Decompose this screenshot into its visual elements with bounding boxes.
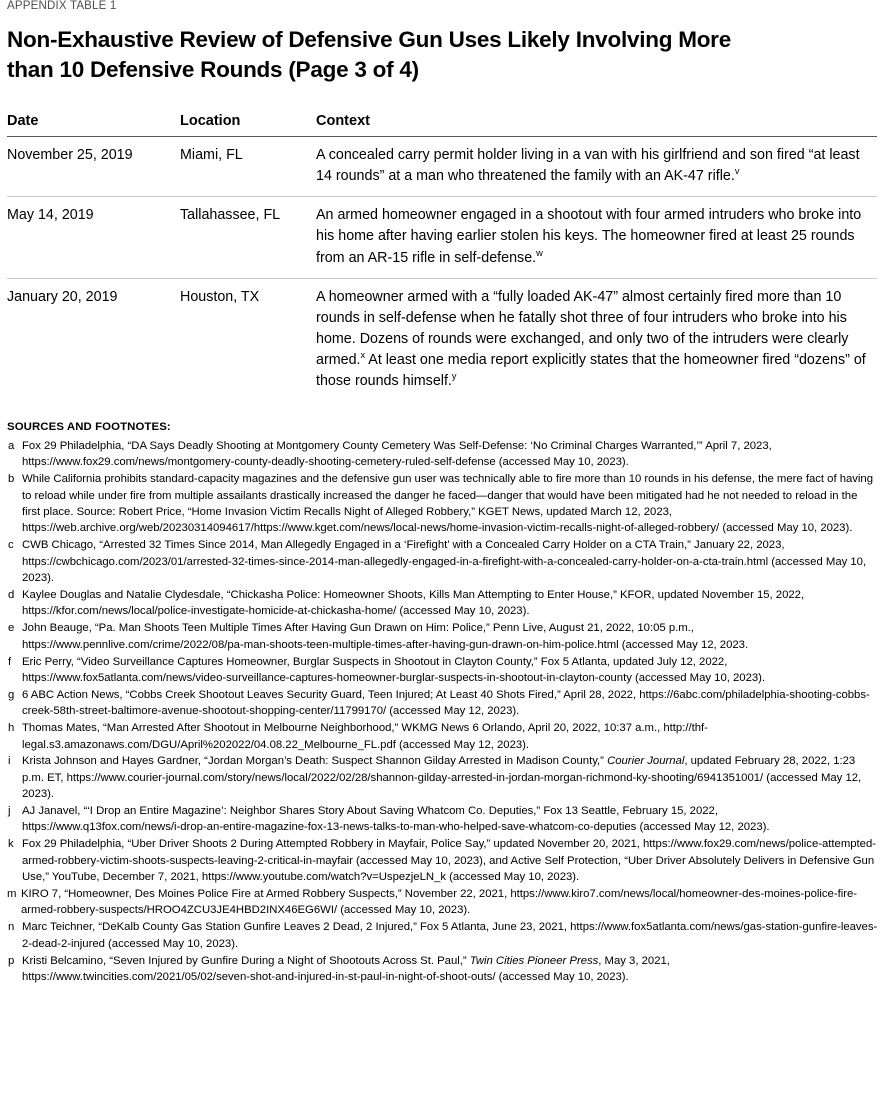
appendix-kicker: APPENDIX TABLE 1 (7, 0, 117, 12)
footnote-text: While California prohibits standard-capacity magazines and the defensive gun user was technically able to fire more than 10 rounds in his defense, the mere fact of having to reload while under fire from multiple assailants drastically increased the danger he faced—danger that would have been mitigated had he not needed to reload in the first place. Source: Robert Price, “Home Invasion Victim Recalls Night of Alleged Robbery,” KGET News, updated March 12, 2023, https://web.archive.org/web/20230314094617/https://www.kget.com/news/local-news/home-invasion-victim-recalls-night-of-alleged-robbery/ (accessed May 10, 2023). (22, 473, 874, 535)
footnote-publication-title: Twin Cities Pioneer Press (469, 954, 599, 967)
list-item (7, 753, 878, 802)
context-text-continued: At least one media report explicitly states that the homeowner fired “dozens” of those rounds himself. (316, 352, 866, 390)
sources-and-footnotes (7, 421, 878, 986)
page-title: Non-Exhaustive Review of Defensive Gun Uses Likely Involving More than 10 Defensive Rounds (Page 3 of 4) (7, 27, 731, 82)
footnote-marker: w (536, 247, 543, 258)
table-row (7, 137, 877, 197)
footnote-text-post: , updated February 28, 2022, 1:23 p.m. ET, https://www.courier-journal.com/story/news/local/2022/02/28/shannon-gilday-arrested-in-jordan-morgan-richmond-ky-shooting/6941351001/ (accessed May 12, 2023). (22, 755, 862, 801)
cell-context (316, 197, 877, 278)
footnote-marker-c: c (8, 539, 14, 552)
footnote-text-post: , May 3, 2021, https://www.twincities.com/2021/05/02/seven-shot-and-injured-in-st-paul-in-night-of-shoot-outs/ (accessed May 10, 2023). (22, 954, 670, 983)
list-item (7, 438, 878, 471)
list-item (7, 886, 878, 919)
footnote-marker-a: a (8, 440, 15, 452)
list-item (7, 836, 878, 885)
list-item (7, 471, 878, 537)
context-text: A concealed carry permit holder living in a van with his girlfriend and son fired “at least 14 rounds” at a man who threatened the family with an AK-47 rifle. (316, 147, 860, 185)
list-item (7, 687, 878, 720)
cell-date: November 25, 2019 (7, 137, 180, 197)
column-header-context: Context (316, 113, 877, 137)
footnote-marker-g: g (8, 688, 15, 701)
footnote-marker-k: k (8, 838, 14, 851)
footnote-marker: x (360, 350, 366, 361)
list-item (7, 654, 878, 687)
list-item (7, 919, 878, 952)
footnote-publication-title: Courier Journal (607, 755, 685, 768)
footnote-text: AJ Janavel, “‘I Drop an Entire Magazine’: Neighbor Shares Story About Saving Whatcom Co. Deputies,” Fox 13 Seattle, February 15, 2022, https://www.q13fox.com/news/i-drop-an-entire-magazine-fox-13-news-talks-to-man-who-helped-save-whatcom-co-deputies (accessed May 12, 2023). (22, 805, 770, 834)
cell-context (316, 278, 877, 401)
footnote-marker-j: j (8, 805, 11, 818)
cell-context (316, 137, 877, 197)
list-item (7, 587, 878, 620)
context-text: An armed homeowner engaged in a shootout with four armed intruders who broke into his home after having earlier stolen his keys. The homeowner fired at least 25 rounds from an AR-15 rifle in self-defense. (316, 207, 862, 266)
footnote-text: KIRO 7, “Homeowner, Des Moines Police Fire at Armed Robbery Suspects,” November 22, 2021, https://www.kiro7.com/news/local/homeowner-des-moines-police-fire-armed-robbery-suspects/HROO4ZCU3JE4HBD2INX46EG6WI/ (accessed May 10, 2023). (21, 888, 858, 917)
footnote-marker-n: n (8, 921, 15, 934)
footnote-text (22, 753, 878, 802)
footnote-text: Thomas Mates, “Man Arrested After Shootout in Melbourne Neighborhood,” WKMG News 6 Orlando, April 20, 2022, 10:37 a.m., http://thf-legal.s3.amazonaws.com/DGU/April%202022/04.08.22_Melbourne_FL.pdf (accessed May 12, 2023). (22, 722, 708, 751)
table-row (7, 197, 877, 278)
footnote-marker-m: m (7, 888, 17, 901)
footnote-marker-p: p (8, 954, 15, 967)
list-item (7, 620, 878, 653)
appendix-table (7, 113, 877, 402)
cell-date: January 20, 2019 (7, 288, 118, 305)
footnote-marker-d: d (8, 589, 15, 602)
footnote-marker: v (734, 166, 740, 177)
footnote-text: Kaylee Douglas and Natalie Clydesdale, “Chickasha Police: Homeowner Shoots, Kills Man Attempting to Enter House,” KFOR, updated November 15, 2022, https://kfor.com/news/local/police-investigate-homicide-at-chickasha-home/ (accessed May 10, 2023). (22, 589, 805, 618)
footnote-marker-e: e (8, 622, 15, 635)
footnote-text: Marc Teichner, “DeKalb County Gas Station Gunfire Leaves 2 Dead, 2 Injured,” Fox 5 Atlanta, June 23, 2021, https://www.fox5atlanta.com/news/gas-station-gunfire-leaves-2-dead-2-injured (accessed May 10, 2023). (22, 921, 878, 950)
footnote-marker-b: b (8, 473, 15, 486)
footnote-text: CWB Chicago, “Arrested 32 Times Since 2014, Man Allegedly Engaged in a ‘Firefight’ with a Concealed Carry Holder on a CTA Train,” January 22, 2023, https://cwbchicago.com/2023/01/arrested-32-times-since-2014-man-allegedly-engaged-in-a-firefight-with-a-concealed-carry-holder-on-a-cta-train.html (accessed May 10, 2023). (22, 539, 867, 585)
sources-heading: SOURCES AND FOOTNOTES: (7, 421, 171, 433)
list-item (7, 803, 878, 836)
footnote-marker-f: f (8, 655, 12, 668)
list-item (7, 537, 878, 586)
cell-date: May 14, 2019 (7, 197, 180, 278)
table-row (7, 278, 877, 401)
footnote-marker-i: i (8, 755, 11, 768)
list-item (7, 720, 878, 753)
cell-location: Houston, TX (180, 288, 260, 305)
column-header-location: Location (180, 113, 316, 137)
footnote-text-pre: Krista Johnson and Hayes Gardner, “Jordan Morgan’s Death: Suspect Shannon Gilday Arrested in Madison County,” (22, 755, 608, 768)
list-item (7, 953, 878, 986)
context-text: A homeowner armed with a “fully loaded AK-47” almost certainly fired more than 10 rounds in self-defense when he fatally shot three of four intruders who broke into his home. Dozens of rounds were exchanged, and only two of the intruders were clearly armed. (316, 288, 849, 369)
footnote-marker-h: h (8, 722, 15, 735)
footnote-text (22, 953, 878, 986)
footnote-text: John Beauge, “Pa. Man Shoots Teen Multiple Times After Having Gun Drawn on Him: Police,” Penn Live, August 21, 2022, 10:05 p.m., https://www.pennlive.com/crime/2022/08/pa-man-shoots-teen-multiple-times-after-having-gun-drawn-on-him-police.html (accessed May 12, 2023. (22, 622, 749, 651)
footnote-text-pre: Kristi Belcamino, “Seven Injured by Gunfire During a Night of Shootouts Across St. Paul,” (22, 954, 470, 967)
column-header-date: Date (7, 113, 180, 137)
footnote-marker: y (451, 371, 457, 382)
footnote-text: Fox 29 Philadelphia, “DA Says Deadly Shooting at Montgomery County Cemetery Was Self-Defense: ‘No Criminal Charges Warranted,’” April 7, 2023, https://www.fox29.com/news/montgomery-county-deadly-shooting-cemetery-ruled-self-defense (accessed May 10, 2023). (22, 440, 772, 469)
cell-location: Miami, FL (180, 137, 316, 197)
footnote-text: 6 ABC Action News, “Cobbs Creek Shootout Leaves Security Guard, Teen Injured; At Least 40 Shots Fired,” April 28, 2022, https://6abc.com/philadelphia-shooting-cobbs-creek-58th-street-baltimore-avenue-shootout-shopping-center/11799170/ (accessed May 12, 2023). (22, 688, 870, 718)
footnote-list (7, 438, 878, 985)
footnote-text: Eric Perry, “Video Surveillance Captures Homeowner, Burglar Suspects in Shootout in Clayton County,” Fox 5 Atlanta, updated July 12, 2022, https://www.fox5atlanta.com/news/video-surveillance-captures-homeowner-burglar-suspects-in-shootout-in-clayton-county (accessed May 10, 2023). (22, 655, 766, 684)
appendix-table-container (7, 113, 877, 402)
footnote-text: Fox 29 Philadelphia, “Uber Driver Shoots 2 During Attempted Robbery in Mayfair, Police Say,” updated November 20, 2021, https://www.fox29.com/news/police-attempted-armed-robbery-victim-shoots-suspects-leaving-2-critical-in-mayfair (accessed May 10, 2023), and Active Self Protection, “Uber Driver Absolutely Delivers in Defensive Gun Use,” YouTube, December 7, 2021, https://www.youtube.com/watch?v=UspezjeLN_k (accessed May 10, 2023). (22, 838, 877, 884)
table-header-row (7, 113, 877, 137)
cell-location: Tallahassee, FL (180, 197, 316, 278)
